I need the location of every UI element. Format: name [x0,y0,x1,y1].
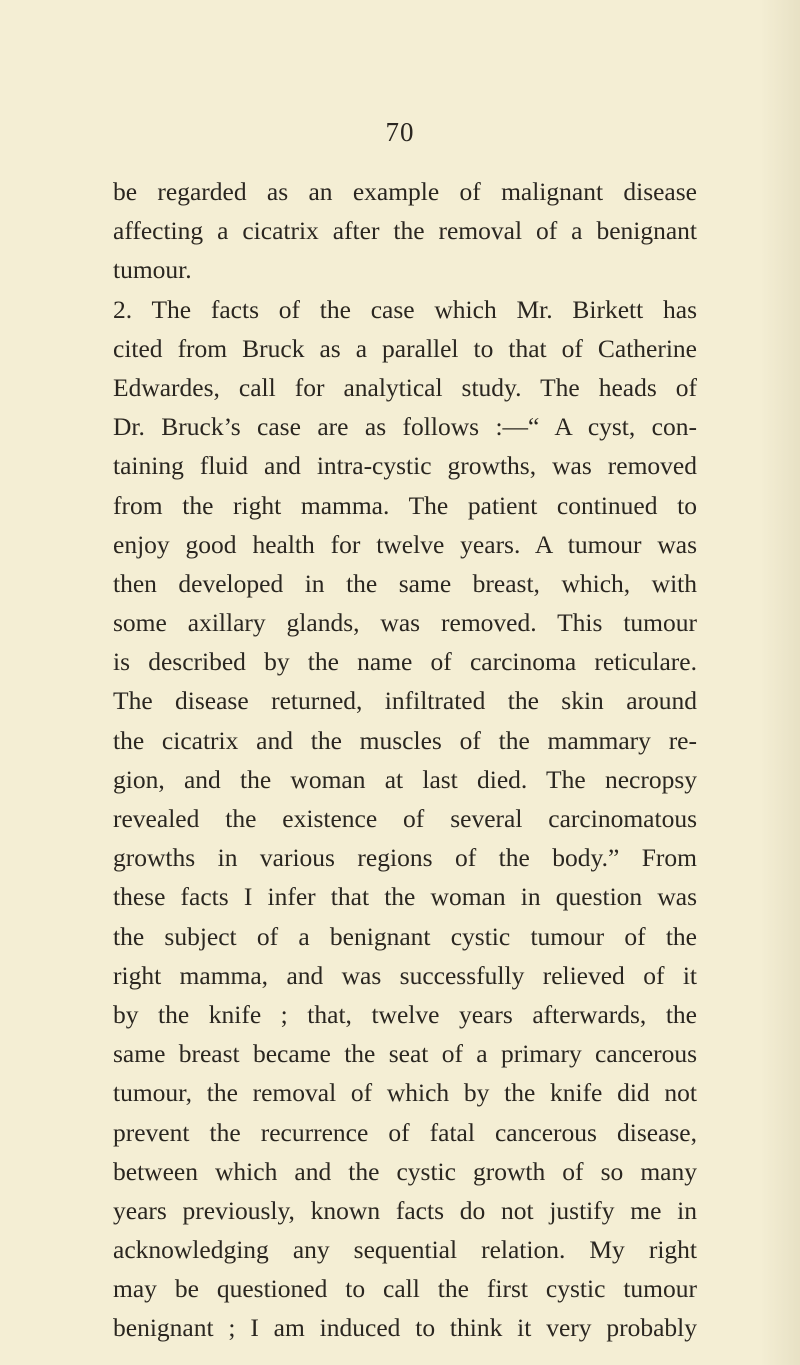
text-line: the subject of a benignant cystic tumour of the [113,921,697,951]
text-line: from the right mamma. The patient continued to [113,490,697,520]
text-line: by the knife ; that, twelve years afterwards, the [113,999,697,1029]
text-line: tumour, the removal of which by the knife did not [113,1078,697,1108]
text-line: between which and the cystic growth of so many [113,1156,697,1186]
text-line: then developed in the same breast, which, with [113,568,697,598]
text-line: Edwardes, call for analytical study. The heads of [113,372,697,402]
text-line: some axillary glands, was removed. This tumour [113,608,697,638]
text-line: 2. The facts of the case which Mr. Birkett has [113,294,697,324]
text-line: may be questioned to call the first cystic tumour [113,1274,697,1304]
text-line: taining fluid and intra-cystic growths, was removed [113,451,697,481]
text-line: same breast became the seat of a primary cancerous [113,1039,697,1069]
text-line: acknowledging any sequential relation. My right [113,1235,697,1265]
text-line: affecting a cicatrix after the removal of a benignant [113,216,697,246]
page-number: 70 [385,117,415,147]
body-text [113,172,697,1348]
text-line: be regarded as an example of malignant disease [113,177,697,206]
text-line: gion, and the woman at last died. The necropsy [113,764,697,794]
text-line: cited from Bruck as a parallel to that of Catherine [113,333,697,363]
text-line: Dr. Bruck’s case are as follows :—“ A cyst, con- [113,412,697,442]
text-line: tumour. [113,255,192,285]
text-line: benignant ; I am induced to think it very probably [113,1313,697,1343]
text-line: the cicatrix and the muscles of the mammary re- [113,725,697,755]
text-line: these facts I infer that the woman in question was [113,882,697,912]
text-line: right mamma, and was successfully relieved of it [113,960,697,990]
text-line: growths in various regions of the body.” From [113,843,697,873]
text-line: revealed the existence of several carcinomatous [113,804,697,833]
text-line: prevent the recurrence of fatal cancerous disease, [113,1117,697,1147]
text-line: enjoy good health for twelve years. A tumour was [113,529,697,559]
text-line: is described by the name of carcinoma reticulare. [113,647,697,677]
text-line: years previously, known facts do not justify me in [113,1195,697,1225]
text-line: The disease returned, infiltrated the skin around [113,686,697,716]
